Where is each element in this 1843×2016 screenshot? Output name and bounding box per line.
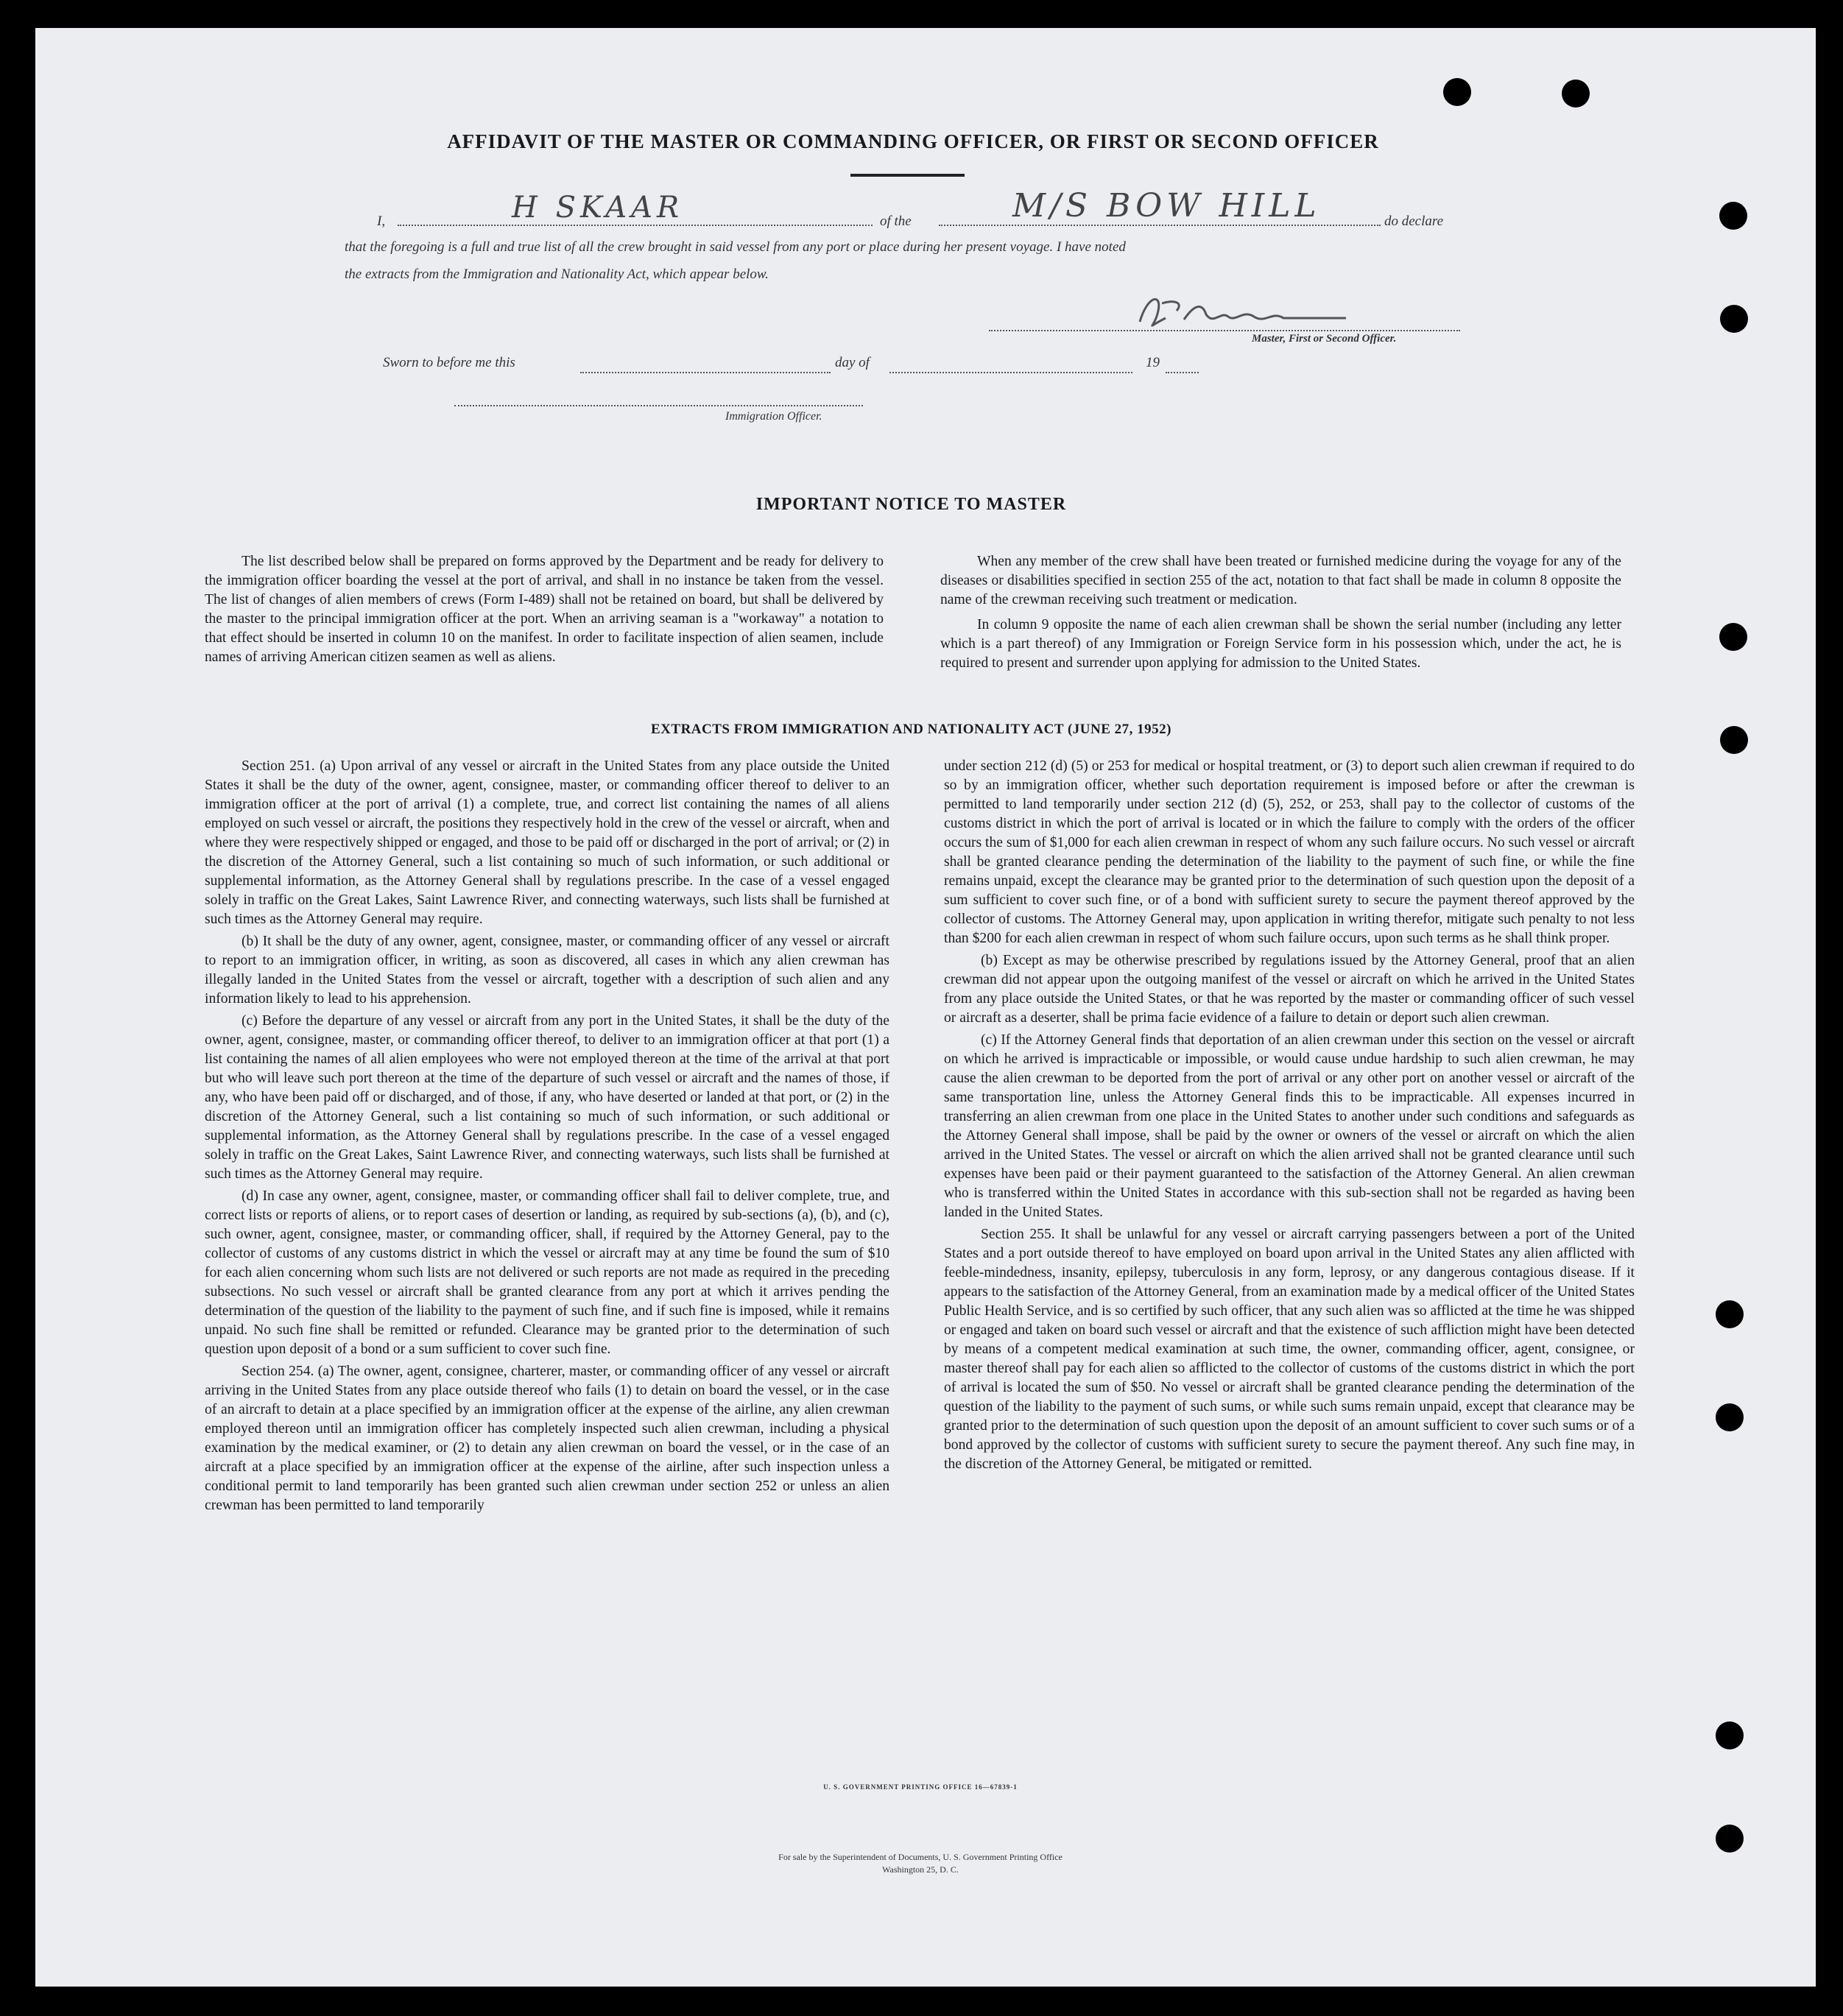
notice-right-paragraph-1: When any member of the crew shall have been treated or furnished medicine during the voyage for any of the diseases or disabilities specified in section 255 of the act, notation to that fact shall be made in column 8 opposite the name of the crewman receiving such treatment or medication. xyxy=(940,554,1621,607)
notice-heading: IMPORTANT NOTICE TO MASTER xyxy=(755,495,1067,514)
punch-hole xyxy=(1562,80,1590,108)
punch-hole xyxy=(1716,1403,1744,1431)
sworn-date-field[interactable] xyxy=(580,357,831,373)
punch-hole xyxy=(1716,1825,1744,1853)
immigration-officer-signature-field[interactable] xyxy=(454,390,863,406)
notice-left-column xyxy=(205,552,884,670)
year-prefix: 19 xyxy=(1146,355,1160,370)
footer-line-2: Washington 25, D. C. xyxy=(882,1864,959,1875)
section-254-a-continued: under section 212 (d) (5) or 253 for medical or hospital treatment, or (3) to deport such alien crewman if required to do so by an immigration officer, whether such deportation requirement is imposed before or after the crewman is permitted to land temporarily under section 212 (d) (5), 252, or 253, shall pay to the collector of customs of the customs district in which the port of arrival is located or in which the failure to comply with the orders of the officer occurs the sum of $1,000 for each alien crewman in respect of whom any such failure occurs. No such vessel or aircraft shall be granted clearance pending the determination of the liability to the payment of such fine, or while the fine remains unpaid, except the clearance may be granted prior to the determination of such question upon the deposit of a sum sufficient to cover such fine, or of a bond with sufficient surety to secure the payment thereof approved by the collector of customs. The Attorney General may, upon application in writing therefor, mitigate such penalty to not less than $200 for each alien crewman in respect of whom such failure occurs, upon such terms as he shall think proper. xyxy=(944,758,1635,946)
section-254-c: (c) If the Attorney General finds that deportation of an alien crewman under this section on the vessel or aircraft on which he arrived is impracticable or impossible, or would cause undue hardship to such alien crewman, he may cause the alien crewman to be deported from the port of arrival or any other port on another vessel or aircraft of the same transportation line, unless the Attorney General finds this to be impracticable. All expenses incurred in transferring an alien crewman from one place in the United States to another under such conditions and safeguards as the Attorney General shall impose, shall be paid by the owner or owners of the vessel or aircraft on which the alien arrived in the United States. The vessel or aircraft on which the alien arrived shall not be granted clearance until such expenses have been paid or their payment guaranteed to the satisfaction of the Attorney General. An alien crewman who is transferred within the United States in accordance with this sub-section shall not be regarded as having been landed in the United States. xyxy=(944,1032,1635,1220)
punch-hole xyxy=(1716,1721,1744,1749)
section-251-c: (c) Before the departure of any vessel or aircraft from any port in the United States, it shall be the duty of the owner, agent, consignee, master, or commanding officer thereof, to deliver to an immigration officer at that port (1) a list containing the names of all alien employees who were not employed thereon at the time of the arrival at that port but who will leave such port thereon at the time of the departure of such vessel or aircraft and the names of those, if any, who have been paid off or discharged, and of those, if any, who have deserted or landed at that port, or (2) in the discretion of the Attorney General, such a list containing so much of such information, or such additional or supplemental information, as the Attorney General shall by regulations prescribe. In the case of a vessel engaged solely in traffic on the Great Lakes, Saint Lawrence River, and connecting waterways, such lists shall be furnished at such times as the Attorney General may require. xyxy=(205,1013,889,1182)
punch-hole xyxy=(1720,726,1748,754)
day-of-label: day of xyxy=(835,355,870,370)
section-254-b: (b) Except as may be otherwise prescribed by regulations issued by the Attorney General, proof that an alien crewman did not appear upon the outgoing manifest of the vessel or aircraft on which he arrived in the United States from any place outside the United States, or that he was reported by the master or commanding officer of such vessel or aircraft as a deserter, shall be prima facie evidence of a failure to detain or deport such alien crewman. xyxy=(944,953,1635,1026)
affidavit-title: AFFIDAVIT OF THE MASTER OR COMMANDING OFFICER, OR FIRST OR SECOND OFFICER xyxy=(447,130,1379,152)
notice-right-paragraph-2: In column 9 opposite the name of each alien crewman shall be shown the serial number (including any letter which is a part thereof) of any Immigration or Foreign Service form in his possession which, under the act, he is required to present and surrender upon applying for admission to the United States. xyxy=(940,617,1621,671)
footer-line-1: For sale by the Superintendent of Documents, U. S. Government Printing Office xyxy=(778,1852,1063,1862)
extracts-heading: EXTRACTS FROM IMMIGRATION AND NATIONALITY ACT (JUNE 27, 1952) xyxy=(651,722,1171,737)
vessel-name-handwriting: M/S BOW HILL xyxy=(1012,187,1321,225)
master-name-field[interactable] xyxy=(398,191,873,226)
signature-caption: Master, First or Second Officer. xyxy=(1252,333,1397,345)
master-name-handwriting: H SKAAR xyxy=(512,191,684,225)
immigration-officer-caption: Immigration Officer. xyxy=(725,410,822,423)
punch-hole xyxy=(1716,1300,1744,1328)
do-declare-label: do declare xyxy=(1384,214,1444,229)
vessel-name-field[interactable] xyxy=(939,187,1381,226)
act-right-column xyxy=(944,757,1635,1477)
section-251-b: (b) It shall be the duty of any owner, agent, consignee, master, or commanding officer of any vessel or aircraft to report to an immigration officer, in writing, as soon as discovered, all cases in which any alien crewman has illegally landed in the United States from the vessel or aircraft, together with a description of such alien and any information likely to lead to his apprehension. xyxy=(205,934,889,1007)
i-label: I, xyxy=(377,214,386,229)
of-the-label: of the xyxy=(880,214,912,229)
declaration-line-2: that the foregoing is a full and true list of all the crew brought in said vessel from any port or place during her present voyage. I have noted xyxy=(345,239,1126,255)
sworn-label: Sworn to before me this xyxy=(383,355,515,370)
declaration-line-3: the extracts from the Immigration and Nationality Act, which appear below. xyxy=(345,267,769,282)
printer-line: U. S. GOVERNMENT PRINTING OFFICE 16—67839-1 xyxy=(823,1783,1018,1791)
punch-hole xyxy=(1720,305,1748,333)
notice-right-column xyxy=(940,552,1621,676)
punch-hole xyxy=(1719,202,1747,230)
punch-hole xyxy=(1719,623,1747,651)
notice-left-paragraph: The list described below shall be prepared on forms approved by the Department and be ready for delivery to the immigration officer boarding the vessel at the port of arrival, and shall in no instance be taken from the vessel. The list of changes of alien members of crews (Form I-489) shall not be retained on board, but shall be delivered by the master to the principal immigration officer at the port. When an arriving seaman is a "workaway" a notation to that effect should be inserted in column 10 on the manifest. In order to facilitate inspection of alien seamen, include names of arriving American citizen seamen as well as aliens. xyxy=(205,554,884,665)
handwritten-signature xyxy=(1132,289,1383,333)
section-255: Section 255. It shall be unlawful for any vessel or aircraft carrying passengers between a port of the United States and a port outside thereof to have employed on board upon arrival in the United States any alien afflicted with feeble-mindedness, insanity, epilepsy, tuberculosis in any form, leprosy, or any dangerous contagious disease. If it appears to the satisfaction of the Attorney General, from an examination made by a medical officer of the United States Public Health Service, and is so certified by such officer, that any such alien was so afflicted at the time he was shipped or engaged and taken on board such vessel or aircraft and that the existence of such affliction might have been detected by means of a competent medical examination at such time, the owner, commanding officer, agent, consignee, or master thereof shall pay for each alien so afflicted to the collector of customs of the customs district in which the port of arrival is located the sum of $50. No vessel or aircraft shall be granted clearance pending the determination of the question of the liability to the payment of such sums, or while such sums remain unpaid, except that clearance may be granted prior to the determination of such question upon the deposit of an amount sufficient to cover such sums or of a bond approved by the collector of customs with sufficient surety to secure the payment thereof. Any such fine may, in the discretion of the Attorney General, be mitigated or remitted. xyxy=(944,1227,1635,1472)
sworn-year-field[interactable] xyxy=(1166,357,1199,373)
sworn-month-field[interactable] xyxy=(889,357,1132,373)
act-left-column xyxy=(205,757,889,1518)
section-251-d: (d) In case any owner, agent, consignee, master, or commanding officer shall fail to deliver complete, true, and correct lists or reports of aliens, or to report cases of desertion or landing, as required by sub-sections (a), (b), and (c), such owner, agent, consignee, master, or commanding officer, shall, if required by the Attorney General, pay to the collector of customs of any customs district in which the vessel or aircraft may at any time be found the sum of $10 for each alien concerning whom such lists are not delivered or such reports are not made as required in the preceding subsections. No such vessel or aircraft shall be granted clearance from any port at which it arrives pending the determination of the question of the liability to the payment of such fine, and if such fine is imposed, while it remains unpaid. No such fine shall be remitted or refunded. Clearance may be granted prior to the determination of such question upon deposit of a bond or a sum sufficient to cover such fine. xyxy=(205,1188,889,1357)
signature-field[interactable] xyxy=(989,295,1460,331)
title-rule xyxy=(850,174,965,177)
punch-hole xyxy=(1443,78,1471,106)
section-251-a: Section 251. (a) Upon arrival of any vessel or aircraft in the United States from any place outside the United States it shall be the duty of the owner, agent, consignee, master, or commanding officer thereof to deliver to an immigration officer at the port of arrival (1) a complete, true, and correct list containing the names of all aliens employed on such vessel or aircraft, the positions they respectively hold in the crew of the vessel or aircraft, when and where they were respectively shipped or engaged, and those to be paid off or discharged in the port of arrival; or (2) in the discretion of the Attorney General, such a list containing so much of such information, or such additional or supplemental information, as the Attorney General shall by regulations prescribe. In the case of a vessel engaged solely in traffic on the Great Lakes, Saint Lawrence River, and connecting waterways, such lists shall be furnished at such times as the Attorney General may require. xyxy=(205,758,889,927)
section-254-a: Section 254. (a) The owner, agent, consignee, charterer, master, or commanding officer of any vessel or aircraft arriving in the United States from any place outside thereof who fails (1) to detain on board the vessel, or in the case of an aircraft to detain at a place specified by an immigration officer at the expense of the airline, any alien crewman employed thereon until an immigration officer has completely inspected such alien crewman, including a physical examination by the medical examiner, or (2) to detain any alien crewman on board the vessel, or in the case of an aircraft at a place specified by an immigration officer at the expense of the airline, after such inspection unless a conditional permit to land temporarily has been granted such alien crewman under section 252 or unless an alien crewman has been permitted to land temporarily xyxy=(205,1364,889,1513)
